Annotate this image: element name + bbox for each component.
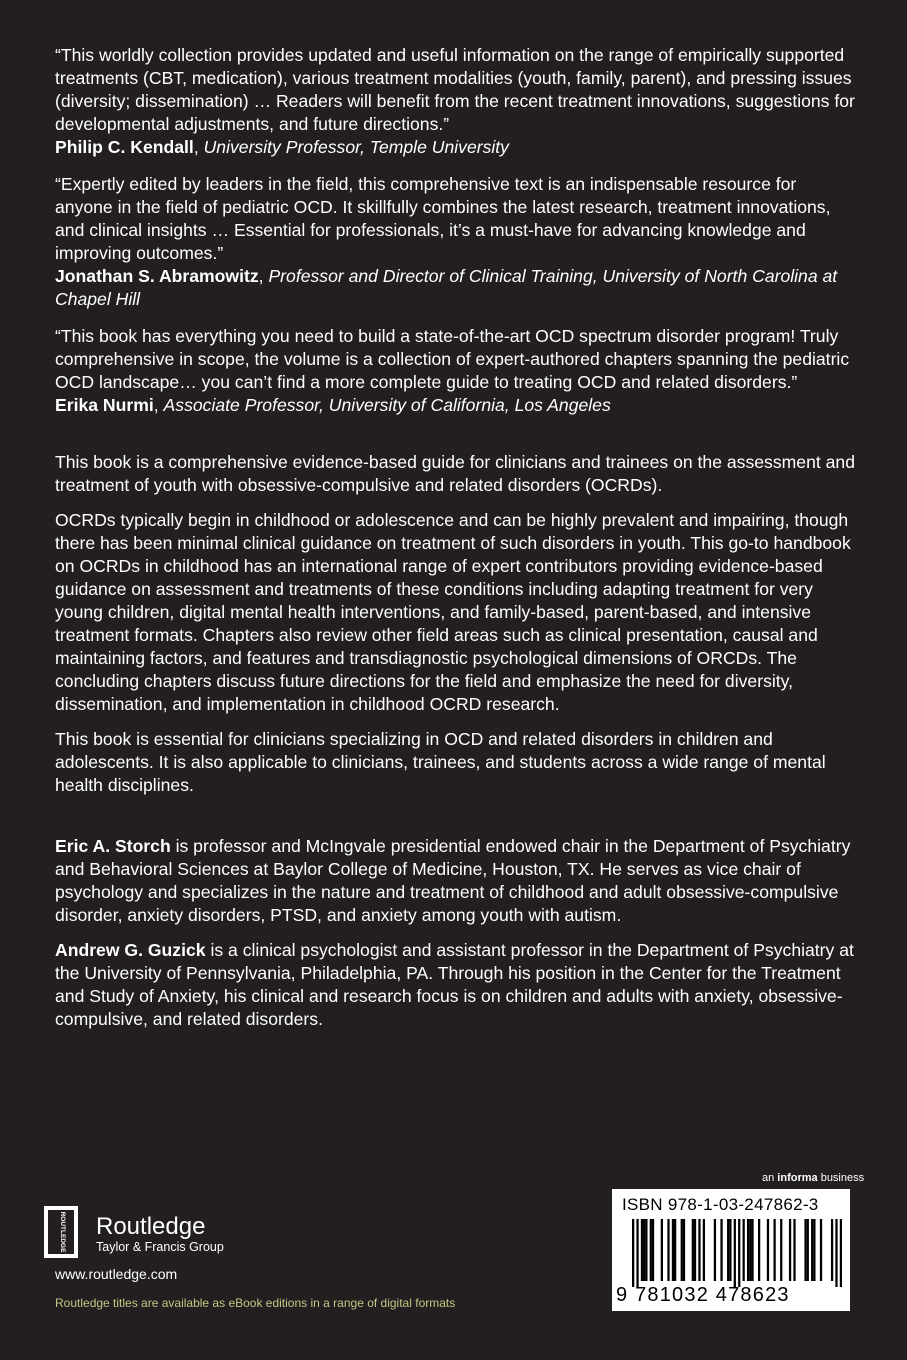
barcode-number: 9 781032 478623 <box>616 1284 790 1306</box>
barcode-bar <box>789 1219 791 1281</box>
barcode-bar <box>636 1219 638 1287</box>
editor-bio <box>55 939 855 1031</box>
endorser-name: Jonathan S. Abramowitz <box>55 266 259 286</box>
barcode-bar <box>632 1219 634 1287</box>
endorser-name: Philip C. Kendall <box>55 137 194 157</box>
endorsement-1 <box>55 44 855 159</box>
barcode-bar <box>683 1219 685 1281</box>
logo-wordmark <box>96 1214 224 1255</box>
barcode-bar <box>734 1219 736 1287</box>
barcode-bar <box>729 1219 731 1281</box>
endorsement-text: “Expertly edited by leaders in the field, this comprehensive text is an indispensable resource for anyone in the field of pediatric OCD. It skillfully combines the latest research, treatment innovations, and clinical insights … Essential for professionals, it’s a must-have for advancing knowledge and improving outcomes.” <box>55 174 831 263</box>
barcode-bar <box>650 1219 652 1281</box>
barcode-bar <box>667 1219 669 1281</box>
barcode-bar <box>703 1219 705 1281</box>
informa-brand: informa <box>777 1172 818 1184</box>
routledge-spine-logo <box>44 1206 78 1258</box>
barcode-bar <box>743 1219 745 1281</box>
isbn-barcode <box>612 1189 850 1311</box>
endorsement-text: “This book has everything you need to build a state-of-the-art OCD spectrum disorder program! Truly comprehensive in scope, the volume is a collection of expert-authored chapters spanning the pediatric OCD landscape… you can’t find a more complete guide to treating OCD and related disorders.” <box>55 326 850 392</box>
barcode-bar <box>643 1219 645 1281</box>
endorser-name: Erika Nurmi <box>55 395 154 415</box>
description-paragraph: OCRDs typically begin in childhood or adolescence and can be highly prevalent and impairing, though there has been minimal clinical guidance on treatment of such disorders in youth. This go-to handbook on OCRDs in childhood has an international range of expert contributors providing evidence-based guidance on assessment and treatments of these conditions including adapting treatment for very young children, digital mental health interventions, and family-based, parent-based, and intensive treatment formats. Chapters also review other field areas such as clinical presentation, causal and maintaining factors, and features and transdiagnostic psychological dimensions of ORCDs. The concluding chapters discuss future directions for the field and emphasize the need for diversity, dissemination, and implementation in childhood OCRD research. <box>55 510 851 714</box>
barcode-bar <box>751 1219 753 1281</box>
publisher-name: Routledge <box>96 1213 206 1240</box>
barcode-bar <box>749 1219 751 1281</box>
barcode-bar <box>738 1219 740 1287</box>
barcode-bar <box>674 1219 676 1281</box>
endorsement-attribution: Philip C. Kendall, University Professor, Temple University <box>55 137 509 157</box>
barcode-bar <box>780 1219 782 1281</box>
endorsement-3 <box>55 325 855 417</box>
book-description <box>55 451 855 797</box>
informa-suffix: business <box>817 1172 865 1184</box>
endorsement-text: “This worldly collection provides updated and useful information on the range of empirically supported treatments (CBT, medication), various treatment modalities (youth, family, parent), and pressing issues (diversity; dissemination) … Readers will benefit from the recent treatment innovations, suggestions for developmental adjustments, and future directions.” <box>55 45 855 134</box>
informa-business-tag <box>762 1172 864 1184</box>
barcode-bar <box>714 1219 716 1281</box>
endorser-title: Professor and Director of Clinical Training, University of North Carolina at Chapel Hill <box>55 266 838 309</box>
barcode-bar <box>804 1219 806 1281</box>
barcode-bar <box>807 1219 809 1281</box>
logo-spine-text: ROUTLEDGE <box>59 1211 66 1253</box>
description-paragraph: This book is essential for clinicians specializing in OCD and related disorders in children and adolescents. It is also applicable to clinicians, trainees, and students across a wide range of mental health disciplines. <box>55 729 826 795</box>
editor-bio-text: is professor and McIngvale presidential endowed chair in the Department of Psychiatry and Behavioral Sciences at Baylor College of Medicine, Houston, TX. He serves as vice chair of psychology and specializes in the nature and treatment of childhood and adult obsessive-compulsive disorder, anxiety disorders, PTSD, and anxiety among youth with autism. <box>55 836 851 925</box>
endorsement-attribution: Jonathan S. Abramowitz, Professor and Director of Clinical Training, University of North Carolina at Chapel Hill <box>55 266 838 309</box>
editor-name: Eric A. Storch <box>55 836 171 856</box>
barcode-bar <box>840 1219 842 1287</box>
editor-bios <box>55 835 855 1031</box>
barcode-bar <box>727 1219 729 1281</box>
isbn-label: ISBN 978-1-03-247862-3 <box>622 1195 819 1214</box>
endorser-title: University Professor, Temple University <box>203 137 509 157</box>
publisher-subtitle: Taylor & Francis Group <box>96 1240 224 1254</box>
barcode-bar <box>661 1219 663 1281</box>
description-paragraph: This book is a comprehensive evidence-based guide for clinicians and trainees on the assessment and treatment of youth with obsessive-compulsive and related disorders (OCRDs). <box>55 452 856 495</box>
barcode-bar <box>831 1219 833 1281</box>
barcode-bar <box>811 1219 813 1281</box>
endorsements <box>55 44 855 417</box>
barcode-bar <box>835 1219 837 1287</box>
barcode-bar <box>758 1219 760 1281</box>
barcode-bar <box>720 1219 722 1281</box>
barcode-bar <box>692 1219 694 1281</box>
barcode-bar <box>645 1219 647 1281</box>
barcode-bar <box>747 1219 749 1281</box>
barcode-bars <box>632 1219 842 1287</box>
barcode-bar <box>641 1219 643 1281</box>
publisher-website[interactable]: www.routledge.com <box>55 1266 178 1282</box>
barcode-bar <box>694 1219 696 1281</box>
back-cover-text <box>55 44 855 1043</box>
barcode-bar <box>652 1219 654 1281</box>
barcode-bar <box>681 1219 683 1281</box>
ebook-availability-note: Routledge titles are available as eBook editions in a range of digital formats <box>55 1296 456 1310</box>
endorser-title: Associate Professor, University of California, Los Angeles <box>163 395 611 415</box>
editor-bio <box>55 835 855 927</box>
barcode-bar <box>767 1219 769 1281</box>
editor-name: Andrew G. Guzick <box>55 940 206 960</box>
barcode-bar <box>773 1219 775 1281</box>
barcode-bar <box>793 1219 795 1281</box>
barcode-bar <box>672 1219 674 1281</box>
barcode-bar <box>820 1219 822 1281</box>
editor-bio-text: is a clinical psychologist and assistant professor in the Department of Psychiatry at the University of Pennsylvania, Philadelphia, PA. Through his position in the Center for the Treatment and Study of Anxiety, his clinical and research focus is on children and adults with anxiety, obsessive-compulsive, and related disorders. <box>55 940 854 1029</box>
barcode-bar <box>813 1219 815 1281</box>
endorsement-2 <box>55 173 855 311</box>
informa-prefix: an <box>762 1172 778 1184</box>
endorsement-attribution: Erika Nurmi, Associate Professor, University of California, Los Angeles <box>55 395 611 415</box>
barcode-bar <box>698 1219 700 1281</box>
